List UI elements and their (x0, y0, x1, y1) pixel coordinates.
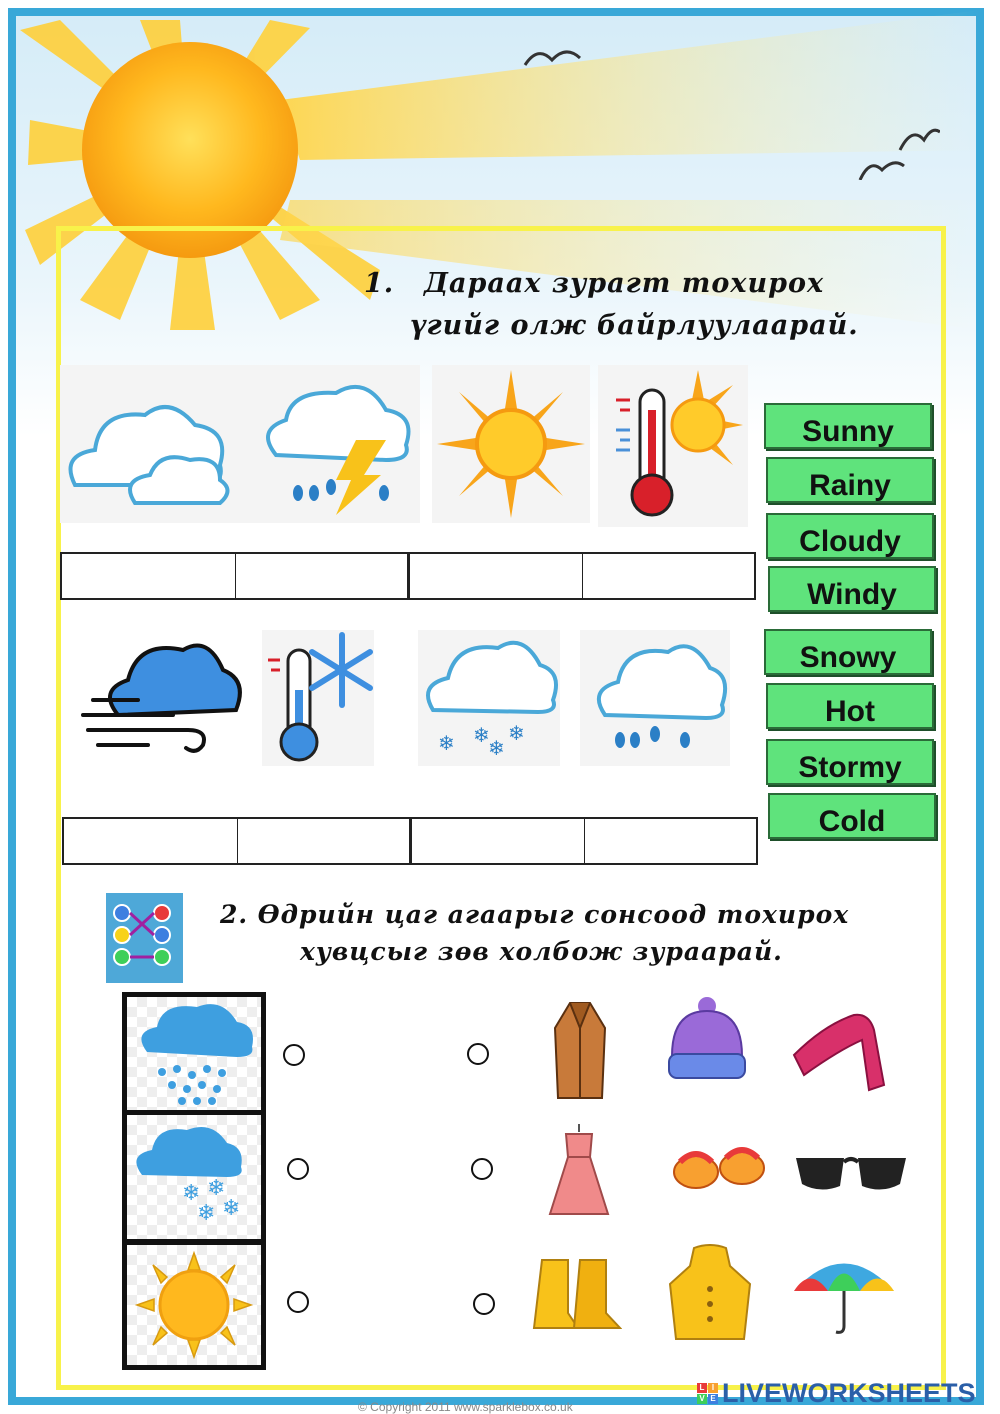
coat-icon (550, 998, 610, 1104)
svg-text:❄: ❄ (508, 721, 525, 745)
weather-box-snow (122, 1110, 266, 1244)
umbrella-icon (790, 1246, 898, 1336)
rain-boots-icon (532, 1258, 622, 1334)
answer-row-2 (62, 817, 758, 865)
word-card-stormy[interactable]: Stormy (766, 739, 934, 785)
svg-text:❄: ❄ (488, 736, 505, 760)
scarf-icon (784, 1005, 904, 1095)
word-card-rainy[interactable]: Rainy (766, 457, 934, 503)
sun-icon (127, 1245, 261, 1365)
hot-icon (598, 365, 748, 527)
word-card-snowy[interactable]: Snowy (764, 629, 932, 675)
word-card-cold[interactable]: Cold (768, 793, 936, 839)
liveworksheets-badge: L I V E (697, 1383, 718, 1404)
dress-icon (548, 1122, 610, 1218)
match-dot-left-2[interactable] (287, 1158, 309, 1180)
answer-box[interactable] (410, 554, 583, 598)
word-card-hot[interactable]: Hot (766, 683, 934, 729)
answer-box[interactable] (64, 819, 238, 863)
answer-row-1 (60, 552, 756, 600)
liveworksheets-logo (697, 1378, 976, 1409)
cold-icon (262, 630, 374, 766)
instruction-number-1: 1. (364, 268, 395, 299)
match-dot-left-3[interactable] (287, 1291, 309, 1313)
instruction-2-line2: хувцсыг зөв холбож зураарай. (300, 937, 783, 966)
instruction-2-line1: 2. Өдрийн цаг агаарыг сонсоод тохирох (220, 900, 850, 929)
svg-text:❄: ❄ (182, 1181, 201, 1206)
svg-text:❄: ❄ (438, 731, 455, 755)
word-card-cloudy[interactable]: Cloudy (766, 513, 934, 559)
word-card-sunny[interactable]: Sunny (764, 403, 932, 449)
instruction-1-line1: Дараах зурагт тохирох (424, 268, 825, 299)
matching-activity-icon (106, 893, 183, 983)
sunny-icon (432, 365, 590, 523)
sandals-icon (670, 1134, 768, 1196)
word-card-windy[interactable]: Windy (768, 566, 936, 612)
match-dot-right-1[interactable] (467, 1043, 489, 1065)
cloudy-icon (60, 365, 236, 523)
answer-box[interactable] (62, 554, 236, 598)
match-dot-right-3[interactable] (473, 1293, 495, 1315)
rainy-icon (580, 630, 730, 766)
liveworksheets-brand: LIVEWORKSHEETS (722, 1378, 976, 1408)
instruction-1-line2: үгийг олж байрлуулаарай. (410, 310, 859, 341)
birds-icon (520, 40, 940, 180)
answer-box[interactable] (585, 819, 756, 863)
answer-box[interactable] (583, 554, 754, 598)
snowy-icon (418, 630, 560, 766)
weather-box-hail (122, 992, 266, 1116)
answer-box[interactable] (238, 819, 412, 863)
svg-text:❄: ❄ (197, 1201, 216, 1226)
svg-text:❄: ❄ (222, 1196, 241, 1221)
stormy-icon (236, 365, 420, 523)
svg-text:❄: ❄ (473, 723, 490, 747)
windy-icon (78, 630, 244, 760)
sunglasses-icon (794, 1150, 908, 1196)
match-dot-left-1[interactable] (283, 1044, 305, 1066)
svg-text:❄: ❄ (207, 1176, 226, 1201)
match-dot-right-2[interactable] (471, 1158, 493, 1180)
weather-box-sunny (122, 1240, 266, 1370)
raincoat-icon (664, 1244, 756, 1342)
answer-box[interactable] (412, 819, 585, 863)
hail-cloud-icon (127, 997, 261, 1111)
beanie-icon (666, 996, 748, 1084)
snow-cloud-icon (127, 1115, 261, 1239)
copyright-text: © Copyright 2011 www.sparklebox.co.uk (358, 1400, 573, 1414)
answer-box[interactable] (236, 554, 410, 598)
